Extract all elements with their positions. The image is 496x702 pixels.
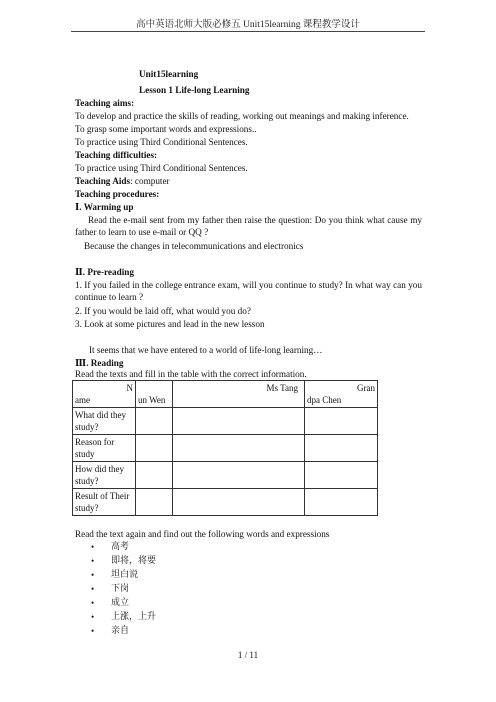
list-item: 高考 <box>111 542 130 552</box>
section-pre-reading: Ⅱ. Pre-reading <box>75 267 134 277</box>
header-rule <box>71 31 425 32</box>
table-row <box>73 408 378 435</box>
bullet-icon: • <box>91 556 95 566</box>
answer-cell[interactable] <box>173 408 305 435</box>
answer-cell[interactable] <box>136 462 173 489</box>
difficulties-text: To practice using Third Conditional Sentences. <box>75 163 248 173</box>
bullet-icon: • <box>91 612 95 622</box>
warming-up-answer: Because the changes in telecommunications and electronics <box>84 241 304 251</box>
aims-heading: Teaching aims: <box>75 98 135 108</box>
answer-cell[interactable] <box>305 435 378 462</box>
answer-cell[interactable] <box>136 435 173 462</box>
pre-reading-q3: 3. Look at some pictures and lead in the new lesson <box>75 319 265 329</box>
aim-item: To develop and practice the skills of reading, working out meanings and making inference. <box>75 111 409 121</box>
answer-cell[interactable] <box>305 408 378 435</box>
page-header: 高中英语北师大版必修五 Unit15learning 课程教学设计 <box>136 20 360 30</box>
pre-reading-lead: It seems that we have entered to a world of life-long learning… <box>89 345 323 355</box>
bullet-icon: • <box>91 570 95 580</box>
table-header-cell: N ame <box>73 381 136 408</box>
reading-instruction: Read the texts and fill in the table with the correct information. <box>75 369 307 379</box>
bullet-icon: • <box>91 542 95 552</box>
list-item: 亲自 <box>111 626 130 636</box>
section-reading: Ⅲ. Reading <box>75 358 124 368</box>
warming-up-text: Read the e-mail sent from my father then raise the question: Do you think what cause my father to learn to use e-mail or QQ ? <box>75 215 422 237</box>
aids-line <box>75 175 170 187</box>
section-warming-up: Ⅰ. Warming up <box>75 202 134 212</box>
list-item: 成立 <box>111 598 130 608</box>
table-row <box>73 489 378 516</box>
reading-table <box>72 380 378 516</box>
row-label: What did they study? <box>73 408 136 435</box>
aids-heading: Teaching Aids <box>75 176 131 186</box>
list-item: 坦白说 <box>111 570 139 580</box>
table-header-cell: Ms Tang <box>173 381 305 408</box>
list-item: 下岗 <box>111 584 130 594</box>
answer-cell[interactable] <box>136 408 173 435</box>
bullet-icon: • <box>91 584 95 594</box>
row-label: How did they study? <box>73 462 136 489</box>
difficulties-heading: Teaching difficulties: <box>75 150 158 160</box>
table-row <box>73 435 378 462</box>
table-header-cell: Gran dpa Chen <box>305 381 378 408</box>
answer-cell[interactable] <box>173 462 305 489</box>
reading-instruction-2: Read the text again and find out the following words and expressions <box>75 529 330 539</box>
table-header-row <box>73 381 378 408</box>
answer-cell[interactable] <box>173 435 305 462</box>
procedures-heading: Teaching procedures: <box>75 189 160 199</box>
answer-cell[interactable] <box>305 462 378 489</box>
list-item: 上涨，上升 <box>111 612 157 622</box>
answer-cell[interactable] <box>136 489 173 516</box>
lesson-title: Lesson 1 Life-long Learning <box>139 85 250 95</box>
row-label: Reason for study <box>73 435 136 462</box>
row-label: Result of Their study? <box>73 489 136 516</box>
table-header-cell: un Wen <box>136 381 173 408</box>
bullet-icon: • <box>91 626 95 636</box>
table-row <box>73 462 378 489</box>
bullet-icon: • <box>91 598 95 608</box>
pre-reading-q1: 1. If you failed in the college entrance exam, will you continue to study? In what way can you continue to learn ? <box>75 280 422 302</box>
aids-text: : computer <box>130 176 170 186</box>
unit-title: Unit15learning <box>139 69 199 79</box>
aim-item: To grasp some important words and expressions.. <box>75 124 257 134</box>
aim-item: To practice using Third Conditional Sentences. <box>75 137 248 147</box>
pre-reading-q2: 2. If you would be laid off, what would you do? <box>75 306 251 316</box>
answer-cell[interactable] <box>305 489 378 516</box>
list-item: 即将，将要 <box>111 556 157 566</box>
page-number: 1 / 11 <box>237 650 259 660</box>
answer-cell[interactable] <box>173 489 305 516</box>
